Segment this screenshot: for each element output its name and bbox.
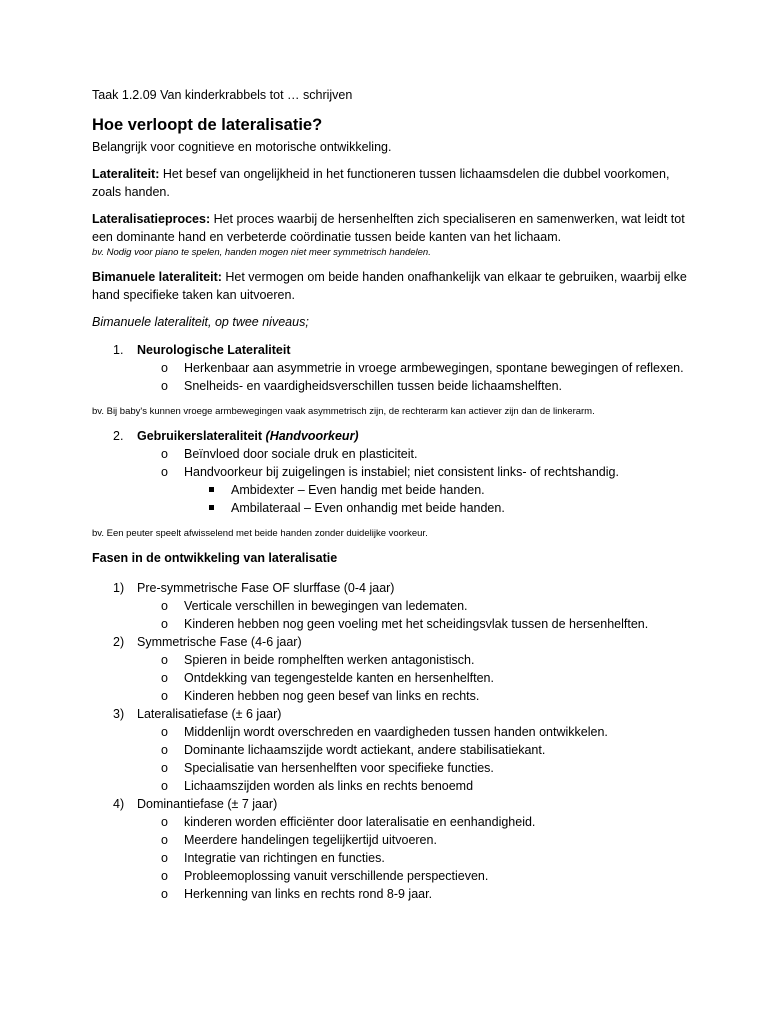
circle-bullet-icon: o [161, 689, 168, 703]
level-example: bv. Bij baby's kunnen vroege armbewegingen vaak asymmetrisch zijn, de rechterarm kan actiever zijn dan de linkerarm. [92, 406, 595, 417]
circle-bullet-icon: o [161, 653, 168, 667]
phase-number: 3) [113, 707, 125, 721]
level-number: 2. [113, 429, 124, 443]
phase-title: Symmetrische Fase (4-6 jaar) [137, 635, 302, 649]
circle-bullet-icon: o [161, 869, 168, 883]
circle-bullet-icon: o [161, 815, 168, 829]
circle-bullet-icon: o [161, 833, 168, 847]
levels-intro: Bimanuele lateraliteit, op twee niveaus; [92, 315, 309, 329]
circle-bullet-icon: o [161, 851, 168, 865]
phase-subitem [92, 777, 692, 795]
definition-text: Het besef van ongelijkheid in het functioneren tussen lichaamsdelen die dubbel voorkomen, zoals handen. [92, 167, 670, 199]
phase-subitem [92, 759, 692, 777]
phase-subitem [92, 723, 692, 741]
phase-subitem-text: Kinderen hebben nog geen besef van links en rechts. [184, 689, 480, 703]
level-subitem [92, 463, 692, 481]
phase-item [92, 705, 692, 723]
phase-number: 2) [113, 635, 125, 649]
phase-subitem-text: Kinderen hebben nog geen voeling met het scheidingsvlak tussen de hersenhelften. [184, 617, 649, 631]
circle-bullet-icon: o [161, 761, 168, 775]
definition-term: Bimanuele lateraliteit: [92, 270, 222, 284]
process-example: bv. Nodig voor piano te spelen, handen mogen niet meer symmetrisch handelen. [92, 247, 431, 258]
page-title: Hoe verloopt de lateralisatie? [92, 116, 323, 134]
definition-term: Lateraliteit: [92, 167, 160, 181]
circle-bullet-icon: o [161, 743, 168, 757]
level-subitem-text: Snelheids- en vaardigheidsverschillen tussen beide lichaamshelften. [184, 379, 563, 393]
phase-subitem-text: Meerdere handelingen tegelijkertijd uitvoeren. [184, 833, 437, 847]
level-subsubitem-text: Ambidexter – Even handig met beide handen. [231, 483, 485, 497]
square-bullet-icon [209, 505, 214, 510]
phases-list [92, 579, 692, 903]
level-subitem-text: Handvoorkeur bij zuigelingen is instabiel; niet consistent links- of rechtshandig. [184, 465, 619, 479]
circle-bullet-icon: o [161, 447, 168, 461]
level-number: 1. [113, 343, 124, 357]
phase-title: Lateralisatiefase (± 6 jaar) [137, 707, 282, 721]
intro-bullet [92, 138, 692, 156]
phase-subitem [92, 687, 692, 705]
circle-bullet-icon: o [161, 379, 168, 393]
circle-bullet-icon: o [161, 887, 168, 901]
level-subsubitem [92, 481, 692, 499]
circle-bullet-icon: o [161, 361, 168, 375]
phase-subitem-text: Integratie van richtingen en functies. [184, 851, 385, 865]
phase-subitem-text: Verticale verschillen in bewegingen van ledematen. [184, 599, 468, 613]
level-subsubitem-text: Ambilateraal – Even onhandig met beide handen. [231, 501, 505, 515]
circle-bullet-icon: o [161, 465, 168, 479]
definition-lateraliteit [92, 165, 692, 201]
phase-subitem-text: Middenlijn wordt overschreden en vaardigheden tussen handen ontwikkelen. [184, 725, 608, 739]
phase-item [92, 579, 692, 597]
level-item [92, 427, 692, 445]
level-subsubitem [92, 499, 692, 517]
circle-bullet-icon: o [161, 779, 168, 793]
square-bullet-icon [209, 487, 214, 492]
circle-bullet-icon: o [161, 599, 168, 613]
level-item [92, 341, 692, 359]
definition-term: Lateralisatieproces: [92, 212, 211, 226]
phase-item [92, 795, 692, 813]
definition-text: Het proces waarbij de hersenhelften zich specialiseren en samenwerken, wat leidt tot een dominante hand en verbeterde coördinatie tussen beide kanten van het lichaam. [92, 212, 685, 244]
phase-subitem [92, 597, 692, 615]
phase-subitem [92, 867, 692, 885]
intro-bullet-text: Belangrijk voor cognitieve en motorische ontwikkeling. [92, 140, 392, 154]
phase-subitem [92, 885, 692, 903]
phase-subitem-text: Lichaamszijden worden als links en rechts benoemd [184, 779, 474, 793]
level-example: bv. Een peuter speelt afwisselend met beide handen zonder duidelijke voorkeur. [92, 528, 428, 539]
phase-subitem [92, 615, 692, 633]
phase-subitem-text: Ontdekking van tegengestelde kanten en hersenhelften. [184, 671, 494, 685]
phase-subitem-text: Spieren in beide romphelften werken antagonistisch. [184, 653, 475, 667]
phase-subitem [92, 849, 692, 867]
phase-title: Dominantiefase (± 7 jaar) [137, 797, 278, 811]
task-line: Taak 1.2.09 Van kinderkrabbels tot … schrijven [92, 88, 353, 102]
level-subitem [92, 377, 692, 395]
phase-subitem-text: kinderen worden efficiënter door lateralisatie en eenhandigheid. [184, 815, 536, 829]
circle-bullet-icon: o [161, 725, 168, 739]
level-subitem-text: Herkenbaar aan asymmetrie in vroege armbewegingen, spontane bewegingen of reflexen. [184, 361, 684, 375]
document-page [92, 86, 692, 903]
phase-subitem [92, 741, 692, 759]
phase-number: 1) [113, 581, 125, 595]
level-title: Neurologische Lateraliteit [137, 343, 291, 357]
phase-title: Pre-symmetrische Fase OF slurffase (0-4 jaar) [137, 581, 395, 595]
circle-bullet-icon: o [161, 617, 168, 631]
level-subitem-text: Beïnvloed door sociale druk en plasticiteit. [184, 447, 418, 461]
definition-text: Het vermogen om beide handen onafhankelijk van elkaar te gebruiken, waarbij elke hand specifieke taken kan uitvoeren. [92, 270, 687, 302]
phase-subitem [92, 669, 692, 687]
level-subitem [92, 359, 692, 377]
level-subitem [92, 445, 692, 463]
phase-subitem-text: Dominante lichaamszijde wordt actiekant, andere stabilisatiekant. [184, 743, 546, 757]
level-title-suffix: (Handvoorkeur) [265, 429, 359, 443]
definition-lateralisatieproces [92, 210, 692, 246]
phase-item [92, 633, 692, 651]
circle-bullet-icon: o [161, 671, 168, 685]
phase-subitem-text: Herkenning van links en rechts rond 8-9 jaar. [184, 887, 433, 901]
phase-subitem [92, 831, 692, 849]
phase-subitem [92, 651, 692, 669]
definition-bimanuele-lateraliteit [92, 268, 692, 304]
phases-title: Fasen in de ontwikkeling van lateralisatie [92, 551, 338, 565]
phase-subitem [92, 813, 692, 831]
phase-number: 4) [113, 797, 125, 811]
phase-subitem-text: Specialisatie van hersenhelften voor specifieke functies. [184, 761, 494, 775]
phase-subitem-text: Probleemoplossing vanuit verschillende perspectieven. [184, 869, 489, 883]
level-title: Gebruikerslateraliteit [137, 429, 266, 443]
